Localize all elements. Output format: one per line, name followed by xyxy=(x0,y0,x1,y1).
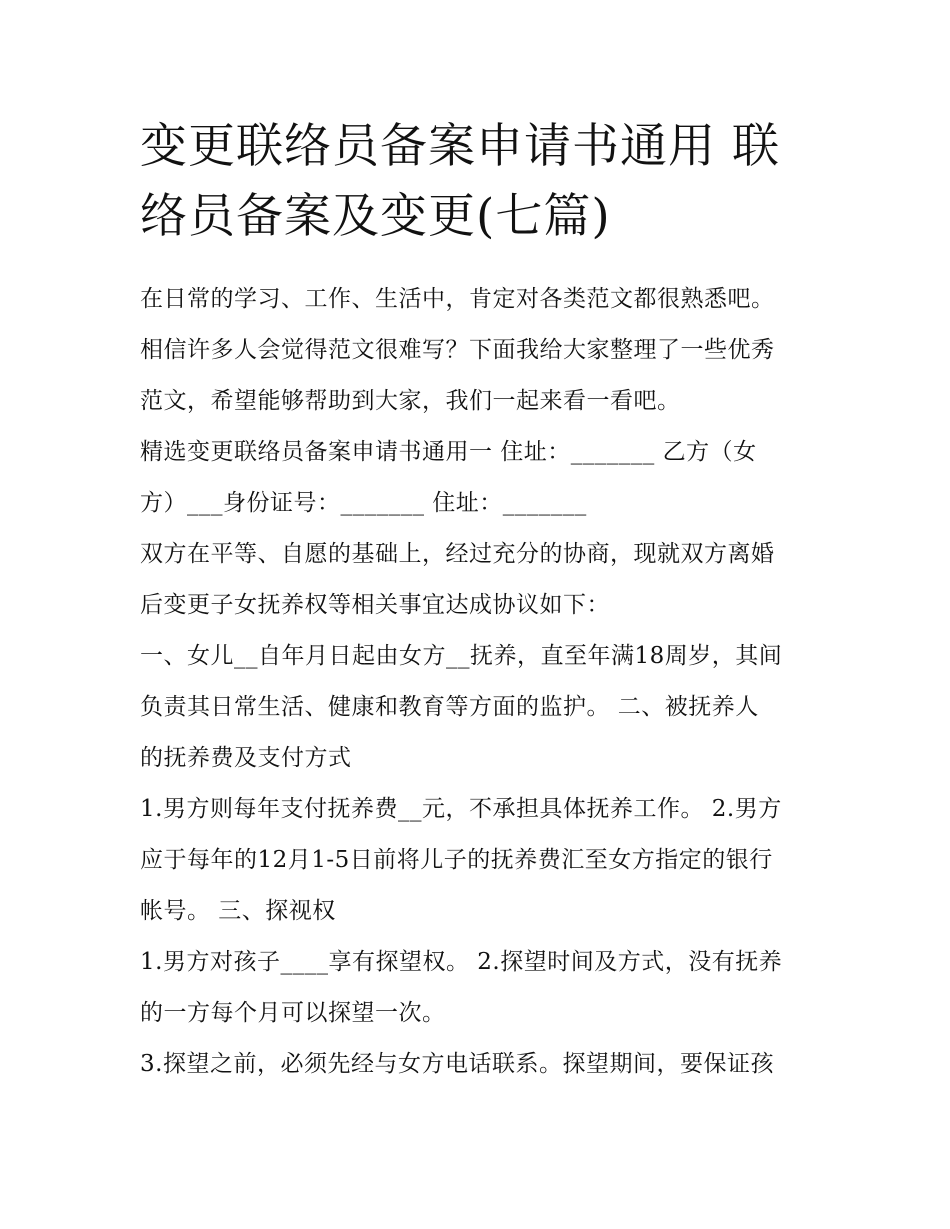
body-line-10: 的抚养费及支付方式 xyxy=(140,745,352,771)
body-line-11: 1.男方则每年支付抚养费__元，不承担具体抚养工作。 2.男方 xyxy=(140,796,782,822)
body-line-14: 1.男方对孩子____享有探望权。 2.探望时间及方式，没有抚养 xyxy=(140,949,783,975)
body-line-2: 相信许多人会觉得范文很难写？下面我给大家整理了一些优秀 xyxy=(140,337,775,363)
body-line-5: 方）___身份证号：_______ 住址：_______ xyxy=(140,490,587,516)
title-line-2: 络员备案及变更(七篇) xyxy=(140,189,611,244)
title-line-1: 变更联络员备案申请书通用 联 xyxy=(140,119,780,174)
body-line-13: 帐号。 三、探视权 xyxy=(140,898,336,924)
body-line-12: 应于每年的12月1-5日前将儿子的抚养费汇至女方指定的银行 xyxy=(140,847,773,873)
body-line-15: 的一方每个月可以探望一次。 xyxy=(140,1000,446,1026)
body-line-9: 负责其日常生活、健康和教育等方面的监护。 二、被抚养人 xyxy=(140,694,759,720)
body-line-3: 范文，希望能够帮助到大家，我们一起来看一看吧。 xyxy=(140,388,681,414)
body-line-4: 精选变更联络员备案申请书通用一 住址：_______ 乙方（女 xyxy=(140,439,757,465)
document-title xyxy=(140,112,830,252)
body-line-16: 3.探望之前，必须先经与女方电话联系。探望期间，要保证孩 xyxy=(140,1051,774,1077)
body-line-7: 后变更子女抚养权等相关事宜达成协议如下： xyxy=(140,592,610,618)
body-line-1: 在日常的学习、工作、生活中，肯定对各类范文都很熟悉吧。 xyxy=(140,286,775,312)
body-line-6: 双方在平等、自愿的基础上，经过充分的协商，现就双方离婚 xyxy=(140,541,775,567)
body-line-8: 一、女儿__自年月日起由女方__抚养，直至年满18周岁，其间 xyxy=(140,643,783,669)
